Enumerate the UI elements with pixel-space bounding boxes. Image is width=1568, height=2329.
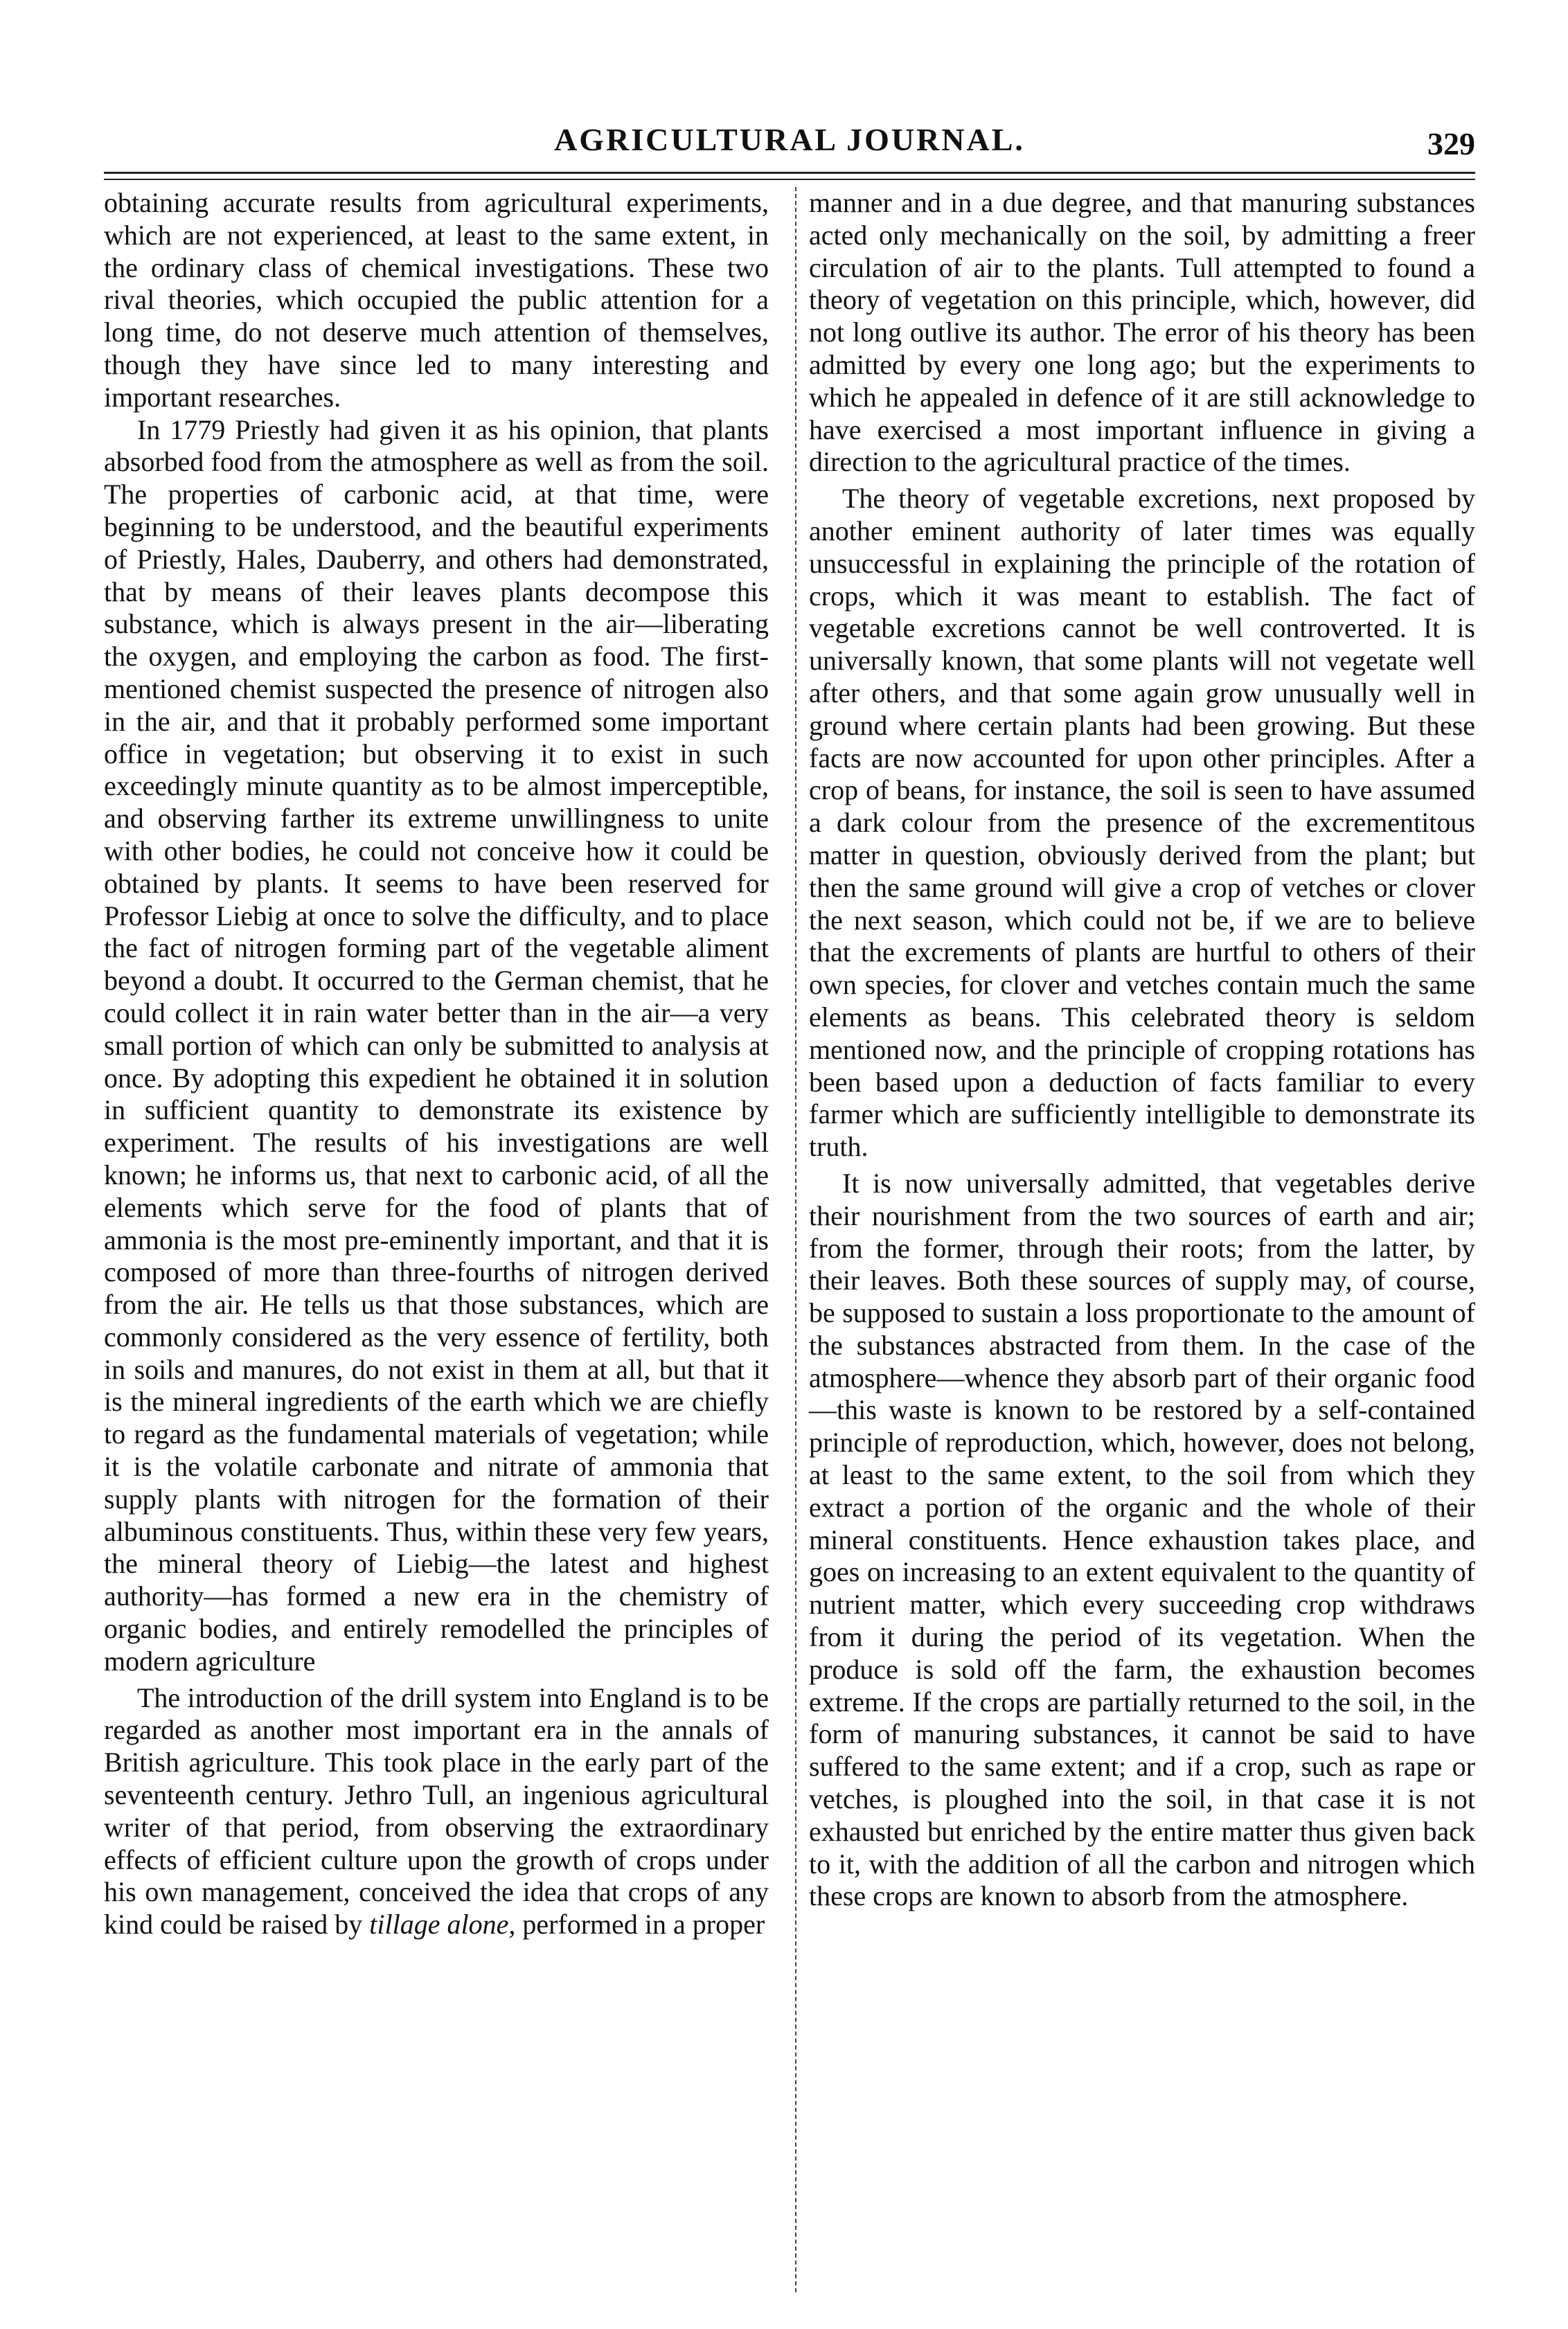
column-divider (795, 187, 796, 2292)
right-paragraph-1: manner and in a due degree, and that manuring substances acted only mechanically on the soil, by admitting a freer circulation of air to the plants. Tull attempted to found a theory of vegetation on this principle, which, however, did not long outlive its author. The error of his theory has been admitted by every one long ago; but the experiments to which he appealed in defence of it are still acknowledge to have exercised a most important influence in giving a direction to the agricultural practice of the times. (809, 187, 1475, 478)
page-number: 329 (1427, 126, 1475, 161)
running-title: AGRICULTURAL JOURNAL. (554, 122, 1025, 157)
right-paragraph-3: It is now universally admitted, that vegetables derive their nourishment from the two sources of earth and air; from the former, through their roots; from the latter, by their leaves. Both these sources of supply may, of course, be supposed to sustain a loss proportionate to the amount of the substances abstracted from them. In the case of the atmosphere—whence they absorb part of their organic food—this waste is known to be restored by a self-contained principle of reproduction, which, however, does not belong, at least to the same extent, to the soil from which they extract a portion of the organic and the whole of their mineral constituents. Hence exhaustion takes place, and goes on increasing to an extent equivalent to the quantity of nutrient matter, which every succeeding crop withdraws from it during the period of its vegetation. When the produce is sold off the farm, the exhaustion becomes extreme. If the crops are partially returned to the soil, in the form of manuring substances, it cannot be said to have suffered to the same extent; and if a crop, such as rape or vetches, is ploughed into the soil, in that case it is not exhausted but enriched by the entire matter thus given back to it, with the addition of all the carbon and nitrogen which these crops are known to absorb from the atmosphere. (809, 1167, 1475, 1912)
header-rule-secondary (104, 179, 1475, 180)
page-header (104, 121, 1475, 170)
right-column (809, 187, 1475, 1913)
left-paragraph-3-end: performed in a proper (515, 1909, 765, 1940)
right-paragraph-2: The theory of vegetable excretions, next proposed by another eminent authority of later times was equally unsuccessful in explaining the principle of the rotation of crops, which it was meant to establish. The fact of vegetable excretions cannot be well controverted. It is universally known, that some plants will not vegetate well after others, and that some again grow unusually well in ground where certain plants had been growing. But these facts are now accounted for upon other principles. After a crop of beans, for instance, the soil is seen to have assumed a dark colour from the presence of the excrementitous matter in question, obviously derived from the plant; but then the same ground will give a crop of vetches or clover the next season, which could not be, if we are to believe that the excrements of plants are hurtful to others of their own species, for clover and vetches contain much the same elements as beans. This celebrated theory is seldom mentioned now, and the principle of cropping rotations has been based upon a deduction of facts familiar to every farmer which are sufficiently intelligible to demonstrate its truth. (809, 483, 1475, 1163)
left-paragraph-2: In 1779 Priestly had given it as his opinion, that plants absorbed food from the atmosphere as well as from the soil. The properties of carbonic acid, at that time, were beginning to be understood, and the beautiful experiments of Priestly, Hales, Dauberry, and others had demonstrated, that by means of their leaves plants decompose this substance, which is always present in the air—liberating the oxygen, and employing the carbon as food. The first-mentioned chemist suspected the presence of nitrogen also in the air, and that it probably performed some important office in vegetation; but observing it to exist in such exceedingly minute quantity as to be almost imperceptible, and observing farther its extreme unwillingness to unite with other bodies, he could not conceive how it could be obtained by plants. It seems to have been reserved for Professor Liebig at once to solve the difficulty, and to place the fact of nitrogen forming part of the vegetable aliment beyond a doubt. It occurred to the German chemist, that he could collect it in rain water better than in the air—a very small portion of which can only be submitted to analysis at once. By adopting this expedient he obtained it in solution in sufficient quantity to demonstrate its existence by experiment. The results of his investigations are well known; he informs us, that next to carbonic acid, of all the elements which serve for the food of plants that of ammonia is the most pre-eminently important, and that it is composed of more than three-fourths of nitrogen derived from the air. He tells us that those substances, which are commonly considered as the very essence of fertility, both in soils and manures, do not exist in them at all, but that it is the mineral ingredients of the earth which we are chiefly to regard as the fundamental materials of vegetation; while it is the volatile carbonate and nitrate of ammonia that supply plants with nitrogen for the formation of their albuminous constituents. Thus, within these very few years, the mineral theory of Liebig—the latest and highest authority—has formed a new era in the chemistry of organic bodies, and entirely remodelled the principles of modern agriculture (104, 413, 769, 1677)
left-column (104, 187, 769, 1941)
left-paragraph-3 (104, 1682, 769, 1941)
left-paragraph-1: obtaining accurate results from agricultural experiments, which are not experienced, at least to the same extent, in the ordinary class of chemical investigations. These two rival theories, which occupied the public attention for a long time, do not deserve much attention of themselves, though they have since led to many interesting and important researches. (104, 187, 769, 413)
left-paragraph-3-italic: tillage alone, (369, 1909, 516, 1940)
header-rule (104, 172, 1475, 174)
left-paragraph-3-text: The introduction of the drill system into England is to be regarded as another most important era in the annals of British agriculture. This took place in the early part of the seventeenth century. Jethro Tull, an ingenious agricultural writer of that period, from observing the extraordinary effects of efficient culture upon the growth of crops under his own management, conceived the idea that crops of any kind could be raised by (104, 1681, 769, 1940)
